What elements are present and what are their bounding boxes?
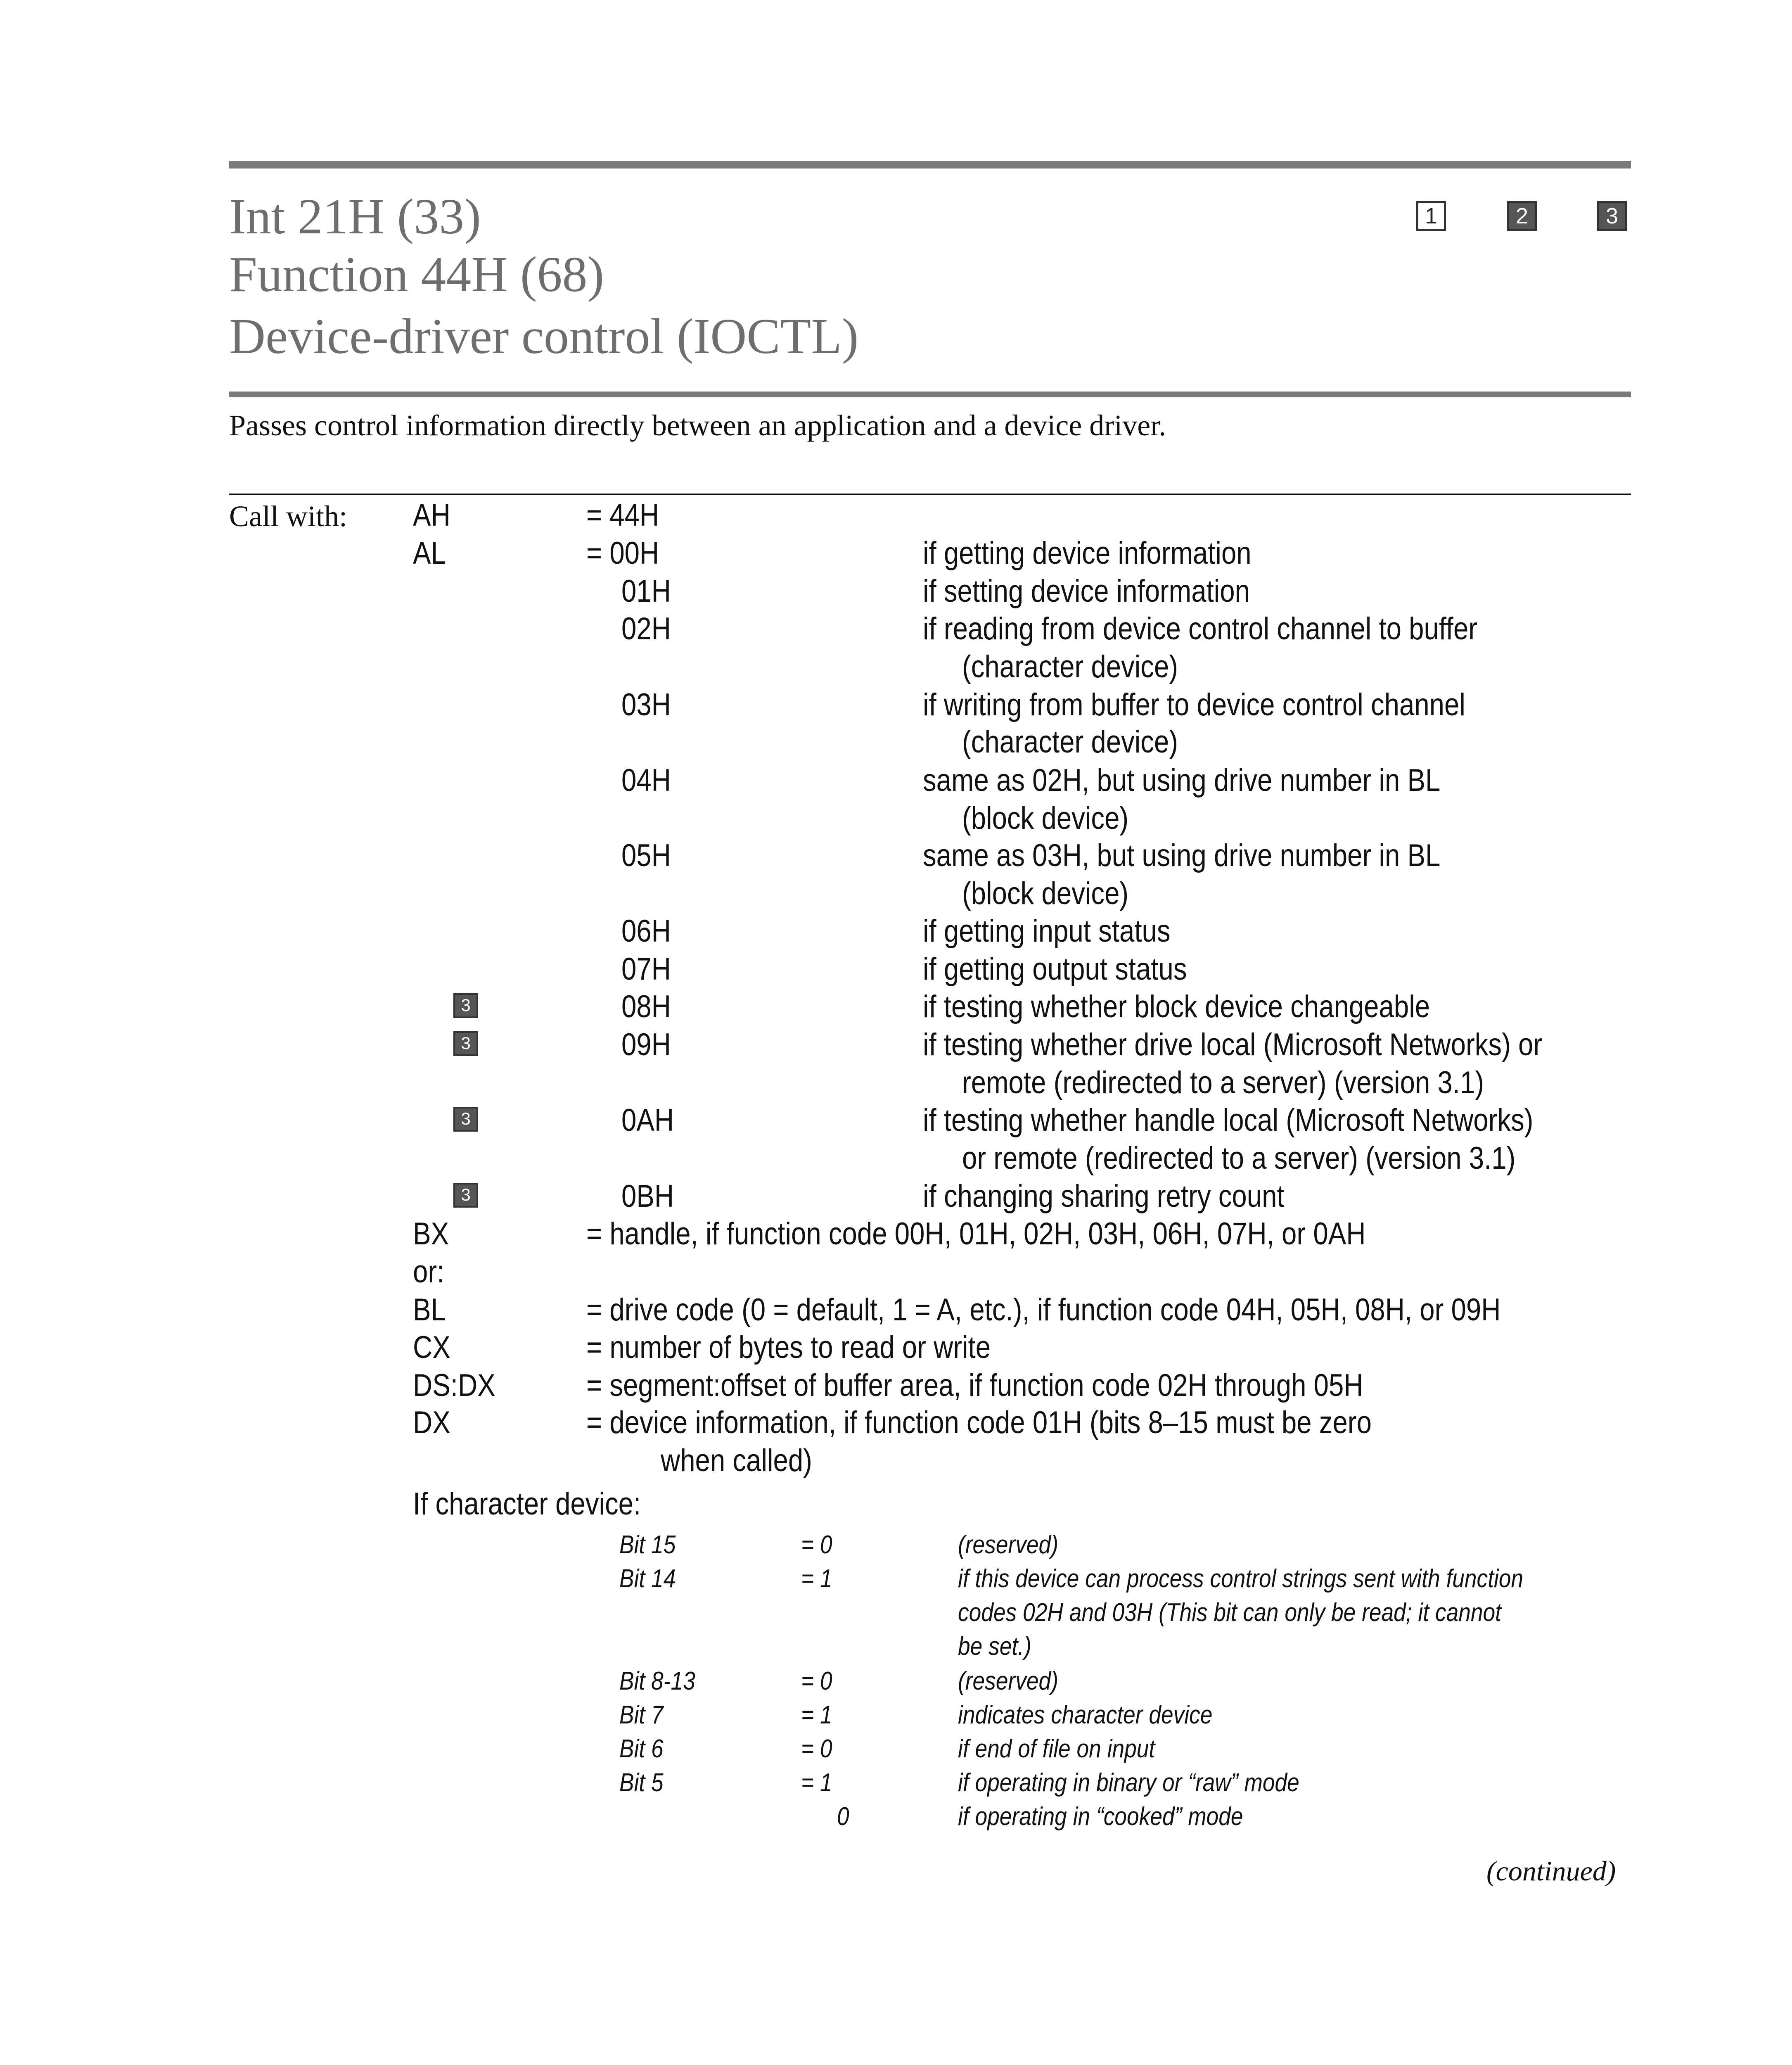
bit-value: = 0 xyxy=(801,1667,832,1695)
code-0ah-desc: if testing whether handle local (Microsoft Networks) xyxy=(923,1103,1534,1138)
bit-label: Bit 8-13 xyxy=(619,1667,695,1695)
continued-note: (continued) xyxy=(1486,1855,1616,1887)
bit-desc: (reserved) xyxy=(958,1667,1058,1695)
call-with-label: Call with: xyxy=(229,500,347,533)
reg-cx-desc: = number of bytes to read or write xyxy=(586,1330,991,1365)
code-03h-desc-cont: (character device) xyxy=(962,724,1178,760)
top-rule xyxy=(229,161,1631,169)
bit-label: Bit 6 xyxy=(619,1735,664,1763)
bit-value: 0 xyxy=(837,1802,849,1831)
reg-bl: BL xyxy=(413,1292,446,1327)
reg-cx: CX xyxy=(413,1330,450,1365)
bit-desc: if this device can process control strings sent with function xyxy=(958,1564,1524,1593)
reg-bx-desc: = handle, if function code 00H, 01H, 02H, 03H, 06H, 07H, or 0AH xyxy=(586,1216,1366,1251)
bit-desc: codes 02H and 03H (This bit can only be read; it cannot xyxy=(958,1598,1502,1627)
reg-dx-desc-cont: when called) xyxy=(661,1443,812,1478)
reg-dsdx: DS:DX xyxy=(413,1368,495,1403)
code-01h: 01H xyxy=(621,574,671,609)
version-3-marker: 3 xyxy=(453,1183,478,1208)
version-badge-3: 3 xyxy=(1597,201,1627,231)
code-06h-desc: if getting input status xyxy=(923,914,1171,949)
reg-bl-desc: = drive code (0 = default, 1 = A, etc.), if function code 04H, 05H, 08H, or 09H xyxy=(586,1292,1501,1327)
code-04h-desc-cont: (block device) xyxy=(962,801,1129,836)
version-badge-1: 1 xyxy=(1416,201,1446,231)
code-05h: 05H xyxy=(621,838,671,873)
code-09h-desc-cont: remote (redirected to a server) (version 3.1) xyxy=(962,1065,1484,1100)
bit-desc: if end of file on input xyxy=(958,1735,1155,1763)
bit-value: = 1 xyxy=(801,1564,832,1593)
code-03h-desc: if writing from buffer to device control channel xyxy=(923,687,1465,722)
bit-desc: if operating in binary or “raw” mode xyxy=(958,1768,1299,1797)
title-function: Function 44H (68) xyxy=(229,247,604,302)
bit-desc: be set.) xyxy=(958,1632,1031,1661)
code-00h-desc: if getting device information xyxy=(923,536,1252,571)
code-02h: 02H xyxy=(621,611,671,646)
reg-ah-value: = 44H xyxy=(586,498,659,533)
bit-label: Bit 14 xyxy=(619,1564,676,1593)
code-0ah-desc-cont: or remote (redirected to a server) (version 3.1) xyxy=(962,1141,1516,1176)
code-06h: 06H xyxy=(621,914,671,949)
code-03h: 03H xyxy=(621,687,671,722)
code-0bh-desc: if changing sharing retry count xyxy=(923,1179,1285,1214)
code-09h: 09H xyxy=(621,1027,671,1062)
title-description: Device-driver control (IOCTL) xyxy=(229,309,859,364)
bit-value: = 0 xyxy=(801,1531,832,1559)
bit-value: = 1 xyxy=(801,1701,832,1729)
bit-desc: indicates character device xyxy=(958,1701,1213,1729)
char-device-heading: If character device: xyxy=(413,1486,641,1521)
code-0bh: 0BH xyxy=(621,1179,674,1214)
bit-label: Bit 5 xyxy=(619,1768,664,1797)
code-07h: 07H xyxy=(621,952,671,987)
code-08h: 08H xyxy=(621,989,671,1024)
reg-al-equals: = 00H xyxy=(586,536,659,571)
version-3-marker: 3 xyxy=(453,1107,478,1132)
reg-dx-desc: = device information, if function code 01H (bits 8–15 must be zero xyxy=(586,1405,1372,1440)
version-badge-2: 2 xyxy=(1507,201,1537,231)
bit-label: Bit 7 xyxy=(619,1701,664,1729)
code-04h-desc: same as 02H, but using drive number in BL xyxy=(923,763,1441,798)
version-3-marker: 3 xyxy=(453,1031,478,1056)
code-09h-desc: if testing whether drive local (Microsoft Networks) or xyxy=(923,1027,1543,1062)
reg-or: or: xyxy=(413,1254,445,1289)
version-3-marker: 3 xyxy=(453,993,478,1018)
code-0ah: 0AH xyxy=(621,1103,674,1138)
reg-bx: BX xyxy=(413,1216,449,1251)
code-02h-desc-cont: (character device) xyxy=(962,649,1178,684)
code-01h-desc: if setting device information xyxy=(923,574,1250,609)
bit-desc: if operating in “cooked” mode xyxy=(958,1802,1243,1831)
function-summary: Passes control information directly between an application and a device driver. xyxy=(229,409,1166,442)
header-bottom-rule xyxy=(229,392,1631,397)
code-02h-desc: if reading from device control channel to buffer xyxy=(923,611,1478,646)
reg-dsdx-desc: = segment:offset of buffer area, if function code 02H through 05H xyxy=(586,1368,1363,1403)
code-08h-desc: if testing whether block device changeable xyxy=(923,989,1430,1024)
code-05h-desc-cont: (block device) xyxy=(962,876,1129,911)
code-04h: 04H xyxy=(621,763,671,798)
reg-al: AL xyxy=(413,536,446,571)
section-rule xyxy=(229,494,1631,495)
title-interrupt: Int 21H (33) xyxy=(229,189,481,244)
bit-desc: (reserved) xyxy=(958,1531,1058,1559)
reg-dx: DX xyxy=(413,1405,450,1440)
bit-value: = 0 xyxy=(801,1735,832,1763)
code-07h-desc: if getting output status xyxy=(923,952,1187,987)
code-05h-desc: same as 03H, but using drive number in BL xyxy=(923,838,1441,873)
bit-label: Bit 15 xyxy=(619,1531,676,1559)
bit-value: = 1 xyxy=(801,1768,832,1797)
reg-ah: AH xyxy=(413,498,450,533)
